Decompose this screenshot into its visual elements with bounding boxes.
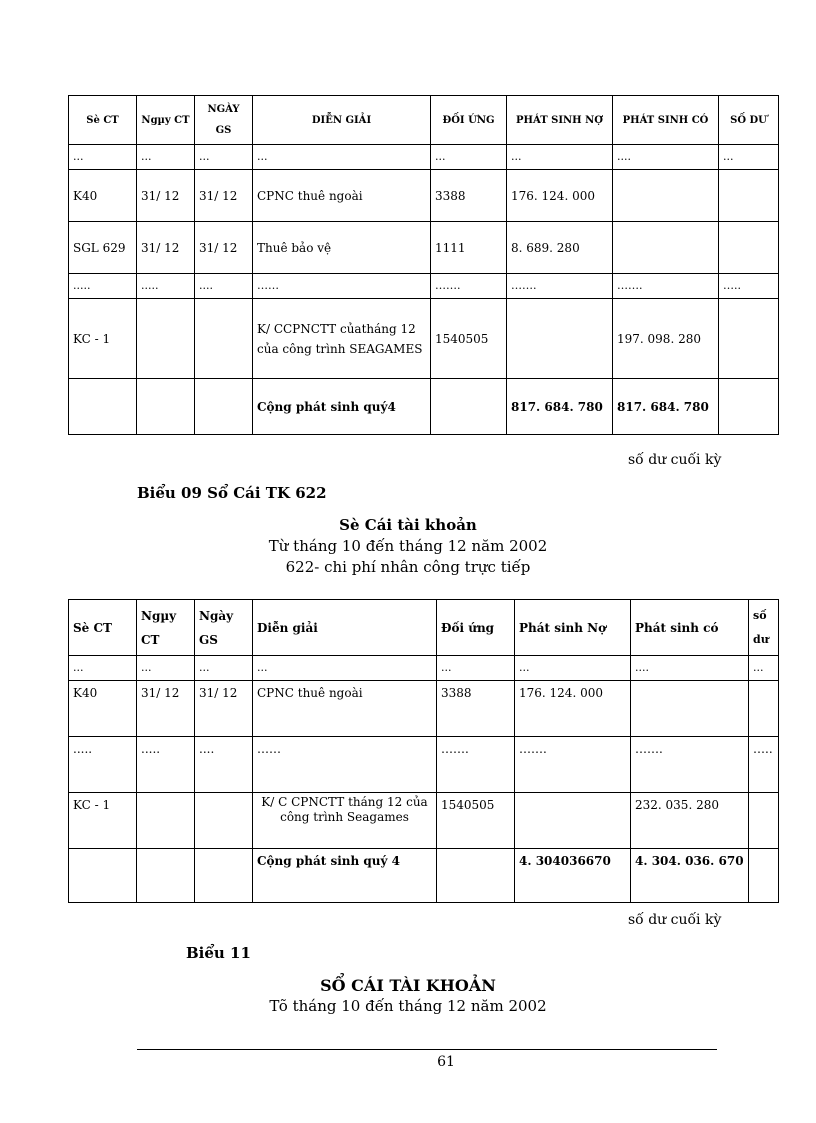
table-cell: 31/ 12 — [195, 170, 253, 222]
table-cell: ... — [507, 145, 613, 170]
table-cell: ... — [195, 145, 253, 170]
table-row — [69, 681, 779, 737]
table-cell: .... — [195, 274, 253, 299]
total-credit-cell: 4. 304. 036. 670 — [631, 849, 749, 903]
column-header: PHÁT SINH CÓ — [613, 96, 719, 145]
table-cell — [137, 793, 195, 849]
closing-balance-note: số dư cuối kỳ — [628, 452, 722, 468]
table-cell — [719, 379, 779, 435]
table-cell: CPNC thuê ngoài — [253, 170, 431, 222]
table-cell: …… — [253, 737, 437, 793]
table-cell: 176. 124. 000 — [507, 170, 613, 222]
table-cell — [195, 849, 253, 903]
table-cell: ……. — [437, 737, 515, 793]
table-cell — [719, 299, 779, 379]
table-cell: ……. — [515, 737, 631, 793]
table-cell — [613, 222, 719, 274]
table-cell — [69, 849, 137, 903]
table-cell — [507, 299, 613, 379]
ledger-title: Sè Cái tài khoản — [339, 516, 477, 534]
table-cell: ... — [137, 656, 195, 681]
table-cell: 31/ 12 — [137, 681, 195, 737]
column-header: Sè CT — [69, 96, 137, 145]
table-cell: 1540505 — [437, 793, 515, 849]
section-label-bieu-11: Biểu 11 — [186, 944, 251, 962]
table-cell: ….. — [719, 274, 779, 299]
table-cell: CPNC thuê ngoài — [253, 681, 437, 737]
column-header: PHÁT SINH NỢ — [507, 96, 613, 145]
table-cell — [749, 793, 779, 849]
table-cell: ……. — [431, 274, 507, 299]
table-cell: .... — [195, 737, 253, 793]
table-row — [69, 737, 779, 793]
column-header: Ngµy CT — [137, 96, 195, 145]
table-cell — [631, 681, 749, 737]
table-cell: 31/ 12 — [137, 222, 195, 274]
table-cell: ……. — [613, 274, 719, 299]
table-cell: K40 — [69, 170, 137, 222]
table-cell: 1111 — [431, 222, 507, 274]
table-cell: ... — [431, 145, 507, 170]
table-cell: .... — [631, 656, 749, 681]
ledger-table-1 — [68, 95, 779, 435]
table-row — [69, 145, 779, 170]
table-cell: 197. 098. 280 — [613, 299, 719, 379]
table-cell: 1540505 — [431, 299, 507, 379]
table-cell — [749, 681, 779, 737]
table-cell: 232. 035. 280 — [631, 793, 749, 849]
table-cell — [69, 379, 137, 435]
footer-rule — [137, 1049, 717, 1050]
table-header-row — [69, 96, 779, 145]
table-cell — [137, 299, 195, 379]
total-credit-cell: 817. 684. 780 — [613, 379, 719, 435]
column-header: Phát sinh Nợ — [515, 600, 631, 656]
table-cell: 3388 — [431, 170, 507, 222]
table-cell — [749, 849, 779, 903]
table-cell: ... — [69, 145, 137, 170]
table-row — [69, 793, 779, 849]
table-cell — [195, 299, 253, 379]
page-number: 61 — [437, 1054, 455, 1070]
table-cell: ... — [253, 656, 437, 681]
table-cell: ..... — [137, 737, 195, 793]
ledger-period: Từ tháng 10 đến tháng 12 năm 2002 — [268, 537, 548, 555]
table-cell: ... — [195, 656, 253, 681]
table-row — [69, 274, 779, 299]
table-cell — [719, 170, 779, 222]
table-cell: 31/ 12 — [137, 170, 195, 222]
table-cell: ... — [253, 145, 431, 170]
table-cell: K/ CCPNCTT củatháng 12 của công trình SEAGAMES — [253, 299, 431, 379]
table-cell: ... — [749, 656, 779, 681]
table-cell: .... — [613, 145, 719, 170]
column-header: Diễn giải — [253, 600, 437, 656]
table-row — [69, 656, 779, 681]
table-cell: K/ C CPNCTT tháng 12 của công trình Seagames — [253, 793, 437, 849]
table-cell: ..... — [137, 274, 195, 299]
ledger-account: 622- chi phí nhân công trực tiếp — [285, 558, 531, 576]
table-row — [69, 299, 779, 379]
table-cell: ..... — [69, 274, 137, 299]
column-header: Đối ứng — [437, 600, 515, 656]
table-cell — [719, 222, 779, 274]
total-label-cell: Cộng phát sinh quý4 — [253, 379, 431, 435]
table-cell: ... — [137, 145, 195, 170]
table-cell: 31/ 12 — [195, 222, 253, 274]
table-cell: ... — [719, 145, 779, 170]
table-header-row — [69, 600, 779, 656]
table-cell: 31/ 12 — [195, 681, 253, 737]
column-header: Sè CT — [69, 600, 137, 656]
table-cell: ……. — [631, 737, 749, 793]
table-cell — [613, 170, 719, 222]
table-cell: KC - 1 — [69, 793, 137, 849]
table-cell: ……. — [507, 274, 613, 299]
column-header: SỐ DƯ — [719, 96, 779, 145]
table-cell: ... — [69, 656, 137, 681]
table-cell: KC - 1 — [69, 299, 137, 379]
table-cell: SGL 629 — [69, 222, 137, 274]
table-cell: ... — [437, 656, 515, 681]
table-cell: 3388 — [437, 681, 515, 737]
table-row — [69, 170, 779, 222]
column-header: ĐỐI ỨNG — [431, 96, 507, 145]
table-cell — [137, 379, 195, 435]
ledger2-period: Tõ tháng 10 đến tháng 12 năm 2002 — [269, 997, 547, 1015]
table-cell: …… — [253, 274, 431, 299]
table-row — [69, 222, 779, 274]
column-header: Ngày GS — [195, 600, 253, 656]
ledger-table-2 — [68, 599, 779, 903]
table-cell — [515, 793, 631, 849]
table-row — [69, 379, 779, 435]
table-cell: K40 — [69, 681, 137, 737]
table-cell: Thuê bảo vệ — [253, 222, 431, 274]
table-cell: ... — [515, 656, 631, 681]
column-header: Ngµy CT — [137, 600, 195, 656]
table-row — [69, 849, 779, 903]
total-debit-cell: 4. 304036670 — [515, 849, 631, 903]
column-header: số dư — [749, 600, 779, 656]
ledger2-title: SỔ CÁI TÀI KHOẢN — [320, 976, 496, 995]
table-cell — [137, 849, 195, 903]
table-cell — [195, 379, 253, 435]
column-header: NGÀY GS — [195, 96, 253, 145]
table-cell — [431, 379, 507, 435]
table-cell: ….. — [749, 737, 779, 793]
section-label-bieu-09: Biểu 09 Sổ Cái TK 622 — [137, 484, 327, 502]
table-cell: 8. 689. 280 — [507, 222, 613, 274]
total-label-cell: Cộng phát sinh quý 4 — [253, 849, 437, 903]
table-cell — [195, 793, 253, 849]
closing-balance-note: số dư cuối kỳ — [628, 912, 722, 928]
total-debit-cell: 817. 684. 780 — [507, 379, 613, 435]
table-cell: ..... — [69, 737, 137, 793]
column-header: Phát sinh có — [631, 600, 749, 656]
column-header: DIỄN GIẢI — [253, 96, 431, 145]
table-cell — [437, 849, 515, 903]
table-cell: 176. 124. 000 — [515, 681, 631, 737]
